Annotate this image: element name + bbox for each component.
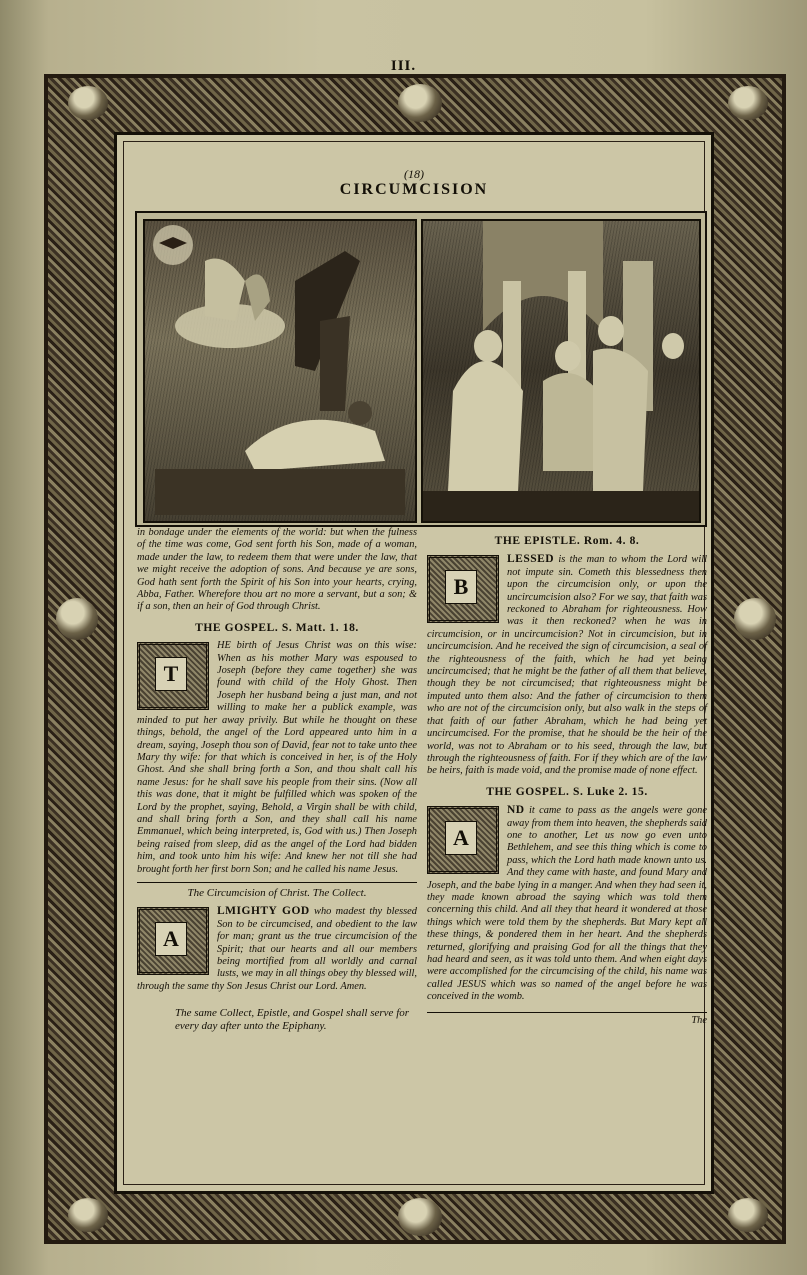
- gospel2-heading: THE GOSPEL. S. Luke 2. 15.: [486, 785, 648, 798]
- header-number: (18): [404, 167, 424, 181]
- cherub-ornament-top-left: [68, 86, 108, 120]
- drop-cap-t: [137, 642, 209, 710]
- epistle-continuation: in bondage under the elements of the world: but when the fulness of the time was come, God sent forth his Son, made of a woman, made under the law, to redeem them that were under the law, that we might receive the adoption of sons. And because ye are sons, God hath sent forth the Spirit of his Son into your hearts, crying, Abba, Father. Wherefore thou art no more a servant, but a son; & if a son, then an heir of God through Christ.: [137, 527, 417, 613]
- cherub-ornament-left: [56, 598, 98, 640]
- cherub-ornament-right: [734, 598, 776, 640]
- collect-note: The same Collect, Epistle, and Gospel shall serve for every day after unto the Epiphany.: [175, 1007, 410, 1033]
- drop-cap-a-gospel: [427, 806, 499, 874]
- gospel2-lead: ND: [507, 804, 525, 817]
- drop-cap-letter: A: [445, 821, 477, 855]
- collect-lead: LMIGHTY GOD: [217, 905, 310, 918]
- drop-cap-b: [427, 555, 499, 623]
- gospel2-body: it came to pass as the angels were gone away from them into heaven, the shepherds said one to another, Let us now go even unto Bethlehem, and see this thing which is come to pass, which the Lord hath made known unto us. And they came with haste, and found Mary and Joseph, and the babe lying in a manger. And when they had seen it, they made known abroad the saying which was told them concerning this child. And all they that heard it wondered at those things which were told them by the shepherds. But Mary kept all these things, & pondered them in her heart. And the shepherds returned, glorifying and praising God for all the things that they had heard and seen, as it was told unto them. And when eight days were accomplished for the circumcising of the child, his name was called JESUS which was so named of the angel before he was conceived in the womb.: [427, 805, 707, 1003]
- gospel-text: HE birth of Jesus Christ was on this wise: When as his mother Mary was espoused to Joseph (before they came together) she was found with child of the Holy Ghost. Then Joseph her husband being a just man, and not willing to make her a publick example, was minded to put her away privily. But while he thought on these things, behold, the angel of the Lord appeared unto him in a dream, saying, Joseph thou son of David, fear not to take unto thee Mary thy wife: for that which is conceived in her, is of the Holy Ghost. And she shall bring forth a Son, and thou shalt call his name Jesus: for he shall save his people from their sins. (Now all this was done, that it might be fulfilled which was spoken of the Lord by the prophet, saying, Behold, a Virgin shall be with child, and shall bring forth a Son, and they shall call his name Emmanuel, which being interpreted, is, God with us.) Then Joseph being raised from sleep, did as the angel of the Lord had bidden him, and took unto him his wife: And knew her not till she had brought forth her first born Son; and he called his name Jesus.: [137, 640, 417, 875]
- page-title: CIRCUMCISION: [339, 181, 489, 198]
- drop-cap-letter: A: [155, 922, 187, 956]
- epistle-heading: THE EPISTLE. Rom. 4. 8.: [494, 535, 640, 547]
- epistle-body: is the man to whom the Lord will not impute sin. Cometh this blessedness then upon the circumcision only, or upon the uncircumcision also? For we say, that faith was reckoned to Abraham for righteousness. How was it then reckoned? when he was in circumcision, or in uncircumcision? Not in circumcision, but in uncircumcision. And he received the sign of circumcision, a seal of the righteousness of the faith, which he had yet being uncircumcised; that he might be the father of all them that believe, though they be not circumcised; that righteousness might be imputed unto them also: And the father of circumcision to them who are not of the circumcision only, but also walk in the steps of that faith of our father Abraham, which he had being yet uncircumcised. For the promise, that he should be the heir of the world, was not to Abraham or to his seed, through the law, but through the righteousness of faith. For if they which are of the law be heirs, faith is made void, and the promise made of none effect.: [427, 554, 707, 777]
- epistle-lead: LESSED: [507, 553, 555, 566]
- annunciation-engraving: [143, 219, 417, 523]
- ornamental-border: [44, 74, 786, 1244]
- annunciation-scene-illustration: [145, 221, 415, 521]
- engraving-plates: [135, 211, 707, 527]
- collect-heading: The Circumcision of Christ. The Collect.: [137, 882, 417, 899]
- drop-cap-letter: T: [155, 657, 187, 691]
- gospel-heading: THE GOSPEL. S. Matt. 1. 18.: [195, 621, 359, 634]
- catchword: The: [691, 1014, 707, 1026]
- drop-cap-letter: B: [445, 570, 477, 604]
- cherub-ornament-top-right: [728, 86, 768, 120]
- cherub-ornament-bottom-right: [728, 1198, 768, 1232]
- right-column: [427, 527, 707, 1027]
- temple-scene-illustration: [423, 221, 699, 521]
- circumcision-engraving: [421, 219, 701, 523]
- left-column: [137, 527, 417, 1033]
- drop-cap-a-collect: [137, 907, 209, 975]
- cherub-ornament-bottom-left: [68, 1198, 108, 1232]
- text-panel: [114, 132, 714, 1194]
- page-number: III.: [390, 58, 417, 74]
- cherub-ornament-bottom-center: [398, 1198, 442, 1236]
- closing-rule: [427, 1012, 707, 1013]
- collect-body: who madest thy blessed Son to be circumcised, and obedient to the law for man; grant us the true circumcision of the Spirit; that our hearts and all our members being mortified from all worldly and carnal lusts, we may in all things obey thy blessed will, through the same thy Son Jesus Christ our Lord. Amen.: [137, 906, 417, 992]
- cherub-ornament-top-center: [398, 84, 442, 122]
